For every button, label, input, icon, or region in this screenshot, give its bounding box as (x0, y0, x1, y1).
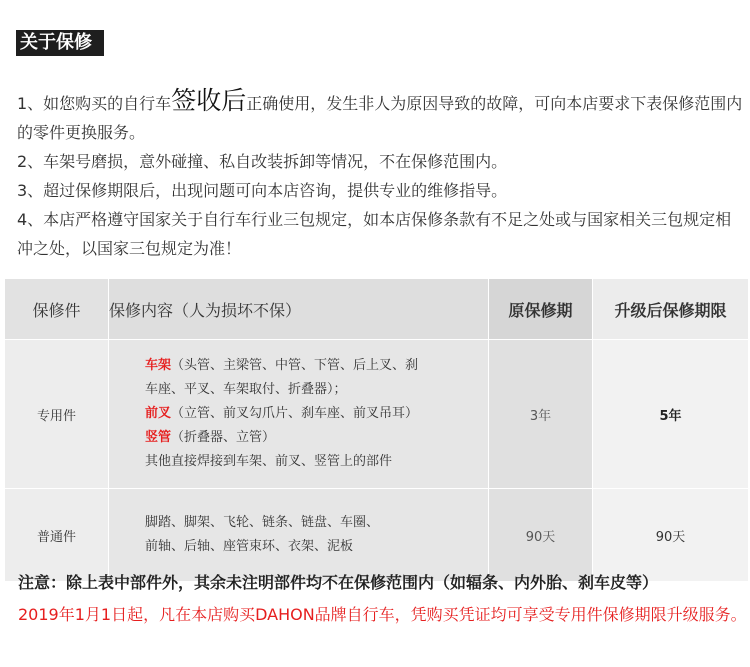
policy-item-1 (17, 86, 747, 147)
content-text: 脚踏、脚架、飞轮、链条、链盘、车圈、 (145, 515, 380, 530)
content-text: 车座、平叉、车架取付、折叠器）； (145, 382, 347, 397)
content-text: （立管、前叉勾爪片、刹车座、前叉吊耳） (171, 406, 419, 421)
content-line (145, 511, 488, 535)
section-title: 关于保修 (16, 30, 104, 56)
upgrade-note: 2019年1月1日起，凡在本店购买DAHON品牌自行车，凭购买凭证均可享受专用件保修期限升级服务。 (18, 605, 747, 624)
warranty-policy (17, 86, 747, 263)
policy-item-4: 4、本店严格遵守国家关于自行车行业三包规定，如本店保修条款有不足之处或与国家相关三包规定相冲之处，以国家三包规定为准！ (17, 210, 732, 258)
policy-item-3: 3、超过保修期限后，出现问题可向本店咨询，提供专业的维修指导。 (17, 181, 508, 200)
row-content (109, 340, 489, 489)
table-header-row (5, 279, 749, 340)
header-original-period: 原保修期 (489, 279, 593, 340)
policy-item-2: 2、车架号磨损，意外碰撞、私自改装拆卸等情况，不在保修范围内。 (17, 152, 508, 171)
row-upgraded-period: 90天 (593, 489, 749, 582)
row-original-period: 90天 (489, 489, 593, 582)
policy-item-1-emphasis: 签收后 (171, 86, 247, 115)
content-text: （头管、主梁管、中管、下管、后上叉、刹 (171, 358, 419, 373)
header-content-label: 保修内容 (109, 300, 174, 320)
row-original-period: 3年 (489, 340, 593, 489)
content-text: （折叠器、立管） (171, 430, 276, 445)
content-line (145, 450, 488, 474)
content-red-label: 车架 (145, 358, 172, 373)
exclusion-note: 注意：除上表中部件外，其余未注明部件均不在保修范围内（如辐条、内外胎、刹车皮等） (18, 573, 659, 592)
row-upgraded-period: 5年 (593, 340, 749, 489)
row-part-type: 普通件 (5, 489, 109, 582)
header-part-type: 保修件 (5, 279, 109, 340)
content-line (145, 426, 488, 450)
policy-item-1-suffix: 正确使用，发生非人为原因导致的故障，可向本店要求下表保修范围内的零件更换服务。 (17, 94, 743, 142)
content-text: 其他直接焊接到车架、前叉、竖管上的部件 (145, 454, 393, 469)
content-line (145, 402, 488, 426)
content-text: 前轴、后轴、座管束环、衣架、泥板 (145, 539, 354, 554)
table-row (5, 340, 749, 489)
header-content (109, 279, 489, 340)
table-row (5, 489, 749, 582)
content-red-label: 前叉 (145, 406, 172, 421)
row-content (109, 489, 489, 582)
content-line (145, 354, 488, 378)
content-line (145, 378, 488, 402)
warranty-table (4, 278, 749, 582)
content-red-label: 竖管 (145, 430, 172, 445)
header-content-hint: （人为损坏不保） (173, 300, 302, 320)
policy-item-1-prefix: 1、如您购买的自行车 (17, 94, 172, 113)
content-line (145, 535, 488, 559)
row-part-type: 专用件 (5, 340, 109, 489)
header-upgraded-period: 升级后保修期限 (593, 279, 749, 340)
